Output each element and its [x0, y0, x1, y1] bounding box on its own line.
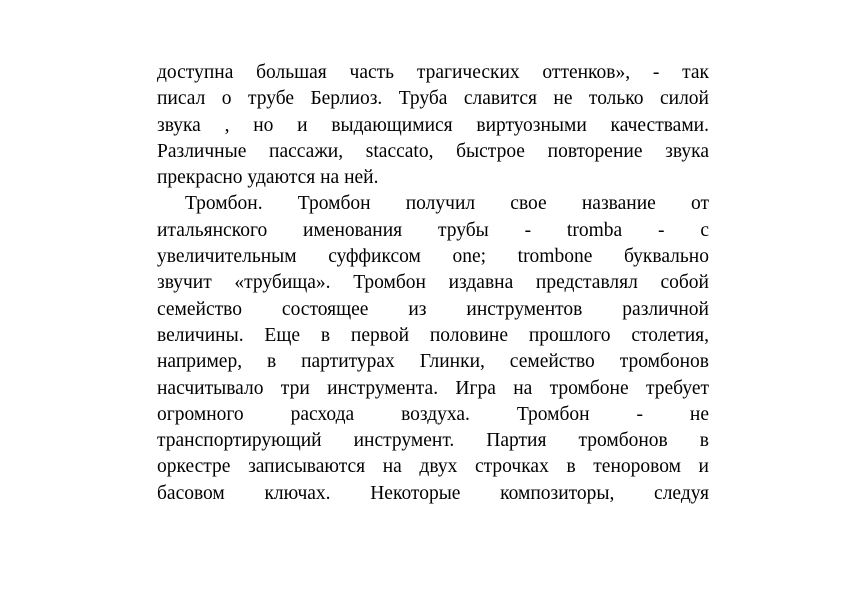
text-line: величины. Еще в первой половине прошлого столетия,	[157, 324, 709, 346]
text-line: насчитывало три инструмента. Игра на тромбоне требует	[157, 377, 709, 399]
text-line: Тромбон. Тромбон получил свое название от	[185, 193, 709, 215]
body-text	[157, 60, 709, 507]
paragraph-trombone	[157, 191, 709, 507]
text-line: Различные пассажи, staccato, быстрое повторение звука	[157, 140, 709, 162]
text-line: прекрасно удаются на ней.	[157, 167, 379, 189]
text-line: звучит «трубища». Тромбон издавна представлял собой	[157, 272, 709, 294]
text-line: огромного расхода воздуха. Тромбон - не	[157, 403, 709, 425]
text-line: увеличительным суффиксом one; trombone буквально	[157, 246, 709, 268]
text-line: басовом ключах. Некоторые композиторы, следуя	[157, 482, 709, 504]
paragraph-trumpet	[157, 60, 709, 191]
text-line: звука , но и выдающимися виртуозными качествами.	[157, 114, 709, 136]
text-line: транспортирующий инструмент. Партия тромбонов в	[157, 430, 709, 452]
text-line: оркестре записываются на двух строчках в теноровом и	[157, 456, 709, 478]
text-line: писал о трубе Берлиоз. Труба славится не только силой	[157, 88, 709, 110]
text-line: например, в партитурах Глинки, семейство тромбонов	[157, 351, 709, 373]
text-line: семейство состоящее из инструментов различной	[157, 298, 709, 320]
text-line: итальянского именования трубы - tromba - с	[157, 219, 709, 241]
text-line: доступна большая часть трагических оттенков», - так	[157, 62, 709, 83]
